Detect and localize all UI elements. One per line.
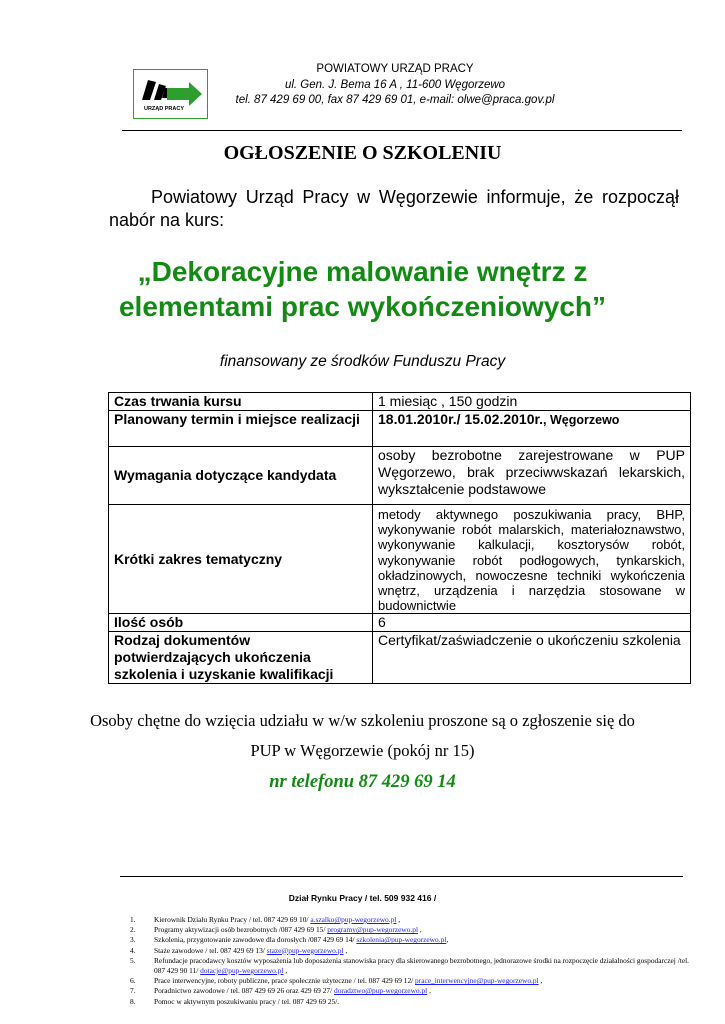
course-title xyxy=(0,254,725,324)
item-suffix: , xyxy=(538,976,543,986)
header-divider xyxy=(122,130,682,131)
table-row xyxy=(109,411,691,447)
phone-number: nr telefonu 87 429 69 14 xyxy=(269,772,456,792)
footer-divider xyxy=(120,876,683,877)
row-value-schedule xyxy=(373,411,691,447)
row-label-requirements: Wymagania dotyczące kandydata xyxy=(109,447,373,505)
list-item xyxy=(130,997,690,1007)
item-text: Staże zawodowe / tel. 087 429 69 13/ xyxy=(154,945,267,955)
item-suffix: , xyxy=(446,935,449,945)
item-suffix: , xyxy=(396,915,401,924)
list-item xyxy=(130,986,690,996)
application-line1: Osoby chętne do wzięcia udziału w w/w szkoleniu proszone są o zgłoszenie się do xyxy=(90,711,635,730)
row-label-schedule: Planowany termin i miejsce realizacji xyxy=(109,411,373,447)
table-row xyxy=(109,447,691,505)
row-value-topics: metody aktywnego poszukiwania pracy, BHP, wykonywanie robót malarskich, materiałoznawstwo, wykonywanie kalkulacji, kosztorysów robót, wykonywanie robót podłogowych, tynkarskich, okładzinowych, nowoczesne techniki wykończenia wnętrz, urządzenia i narzędzia stosowane w budownictwie xyxy=(373,505,691,614)
email-link[interactable]: dotacje@pup-wegorzewo.pl xyxy=(200,966,284,976)
row-label-participants: Ilość osób xyxy=(109,614,373,632)
course-title-line2: elementami prac wykończeniowych” xyxy=(118,291,607,322)
list-item xyxy=(130,956,690,976)
email-link[interactable]: programy@pup-wegorzewo.pl xyxy=(327,925,418,935)
row-value-requirements: osoby bezrobotne zarejestrowane w PUP Węgorzewo, brak przeciwwskazań lekarskich, wykształcenie podstawowe xyxy=(373,447,691,505)
list-item xyxy=(130,976,690,986)
item-text: Pomoc w aktywnym poszukiwaniu pracy / tel. 087 429 69 25/. xyxy=(154,996,340,1006)
item-number: 6. xyxy=(130,976,136,986)
page-title: OGŁOSZENIE O SZKOLENIU xyxy=(223,142,502,164)
email-link[interactable]: staze@pup-wegorzewo.pl xyxy=(266,945,344,955)
office-name: POWIATOWY URZĄD PRACY xyxy=(316,63,474,75)
item-text: Programy aktywizacji osób bezrobotnych /087 429 69 15/ xyxy=(154,925,328,935)
email-link[interactable]: a.szalko@pup-wegorzewo.pl xyxy=(310,915,397,924)
list-item xyxy=(130,946,690,956)
item-suffix: , xyxy=(283,966,288,976)
application-line2: PUP w Węgorzewie (pokój nr 15) xyxy=(250,741,475,760)
list-item xyxy=(130,935,690,945)
item-number: 4. xyxy=(130,945,136,955)
table-row xyxy=(109,632,691,684)
list-item xyxy=(130,925,690,935)
item-number: 8. xyxy=(130,996,136,1006)
email-link[interactable]: doradztwo@pup-wegorzewo.pl xyxy=(334,986,428,996)
schedule-place: , Węgorzewo xyxy=(543,413,620,427)
item-text: Prace interwencyjne, roboty publiczne, prace społecznie użyteczne / tel. 087 429 69 12/ xyxy=(154,976,416,986)
item-suffix: , xyxy=(427,986,431,996)
row-value-documents: Certyfikat/zaświadczenie o ukończeniu szkolenia xyxy=(373,632,691,684)
item-text: Szkolenia, przygotowanie zawodowe dla dorosłych /087 429 69 14/ xyxy=(154,935,357,945)
course-title-line1: „Dekoracyjne malowanie wnętrz z xyxy=(137,256,588,287)
item-number: 1. xyxy=(130,915,136,924)
row-value-duration: 1 miesiąc , 150 godzin xyxy=(373,393,691,411)
intro-text: Powiatowy Urząd Pracy w Węgorzewie informuje, że rozpoczął nabór na kurs: xyxy=(109,187,679,230)
schedule-dates: 18.01.2010r./ 15.02.2010r. xyxy=(378,411,544,427)
funding-note: finansowany ze środków Funduszu Pracy xyxy=(219,353,506,370)
item-number: 3. xyxy=(130,935,136,945)
application-info xyxy=(0,706,725,766)
office-header xyxy=(215,62,575,109)
department-line: Dział Rynku Pracy / tel. 509 932 416 / xyxy=(288,893,437,903)
table-row xyxy=(109,393,691,411)
item-number: 7. xyxy=(130,986,136,996)
row-label-documents: Rodzaj dokumentów potwierdzających ukończenia szkolenia i uzyskanie kwalifikacji xyxy=(109,632,373,684)
email-link[interactable]: prace_interwencyjne@pup-wegorzewo.pl xyxy=(415,976,539,986)
item-suffix: , xyxy=(343,945,348,955)
item-suffix: , xyxy=(418,925,422,935)
logo-caption: URZĄD PRACY xyxy=(143,106,185,112)
course-details-table xyxy=(108,392,691,684)
item-text: Poradnictwo zawodowe / tel. 087 429 69 26 oraz 429 69 27/ xyxy=(154,986,335,996)
office-address: ul. Gen. J. Bema 16 A , 11-600 Węgorzewo xyxy=(284,78,506,91)
row-label-topics: Krótki zakres tematyczny xyxy=(109,505,373,614)
table-row xyxy=(109,614,691,632)
row-value-participants: 6 xyxy=(373,614,691,632)
list-item xyxy=(130,915,690,925)
item-text: Kierownik Działu Rynku Pracy / tel. 087 429 69 10/ xyxy=(154,915,311,924)
contact-list xyxy=(130,915,690,1007)
email-link[interactable]: szkolenia@pup-wegorzewo.pl xyxy=(356,935,447,945)
item-text: Refundacje pracodawcy kosztów wyposażenia lub doposażenia stanowiska pracy dla skierowanego bezrobotnego, jednorazowe środki na rozpoczęcie działalności gospodarczej /tel. 087 429 90 11/ xyxy=(154,955,689,976)
table-row xyxy=(109,505,691,614)
row-label-duration: Czas trwania kursu xyxy=(109,393,373,411)
office-contact: tel. 87 429 69 00, fax 87 429 69 01, e-mail: olwe@praca.gov.pl xyxy=(235,94,555,106)
office-logo xyxy=(133,69,208,119)
item-number: 2. xyxy=(130,925,136,935)
item-number: 5. xyxy=(130,955,136,965)
